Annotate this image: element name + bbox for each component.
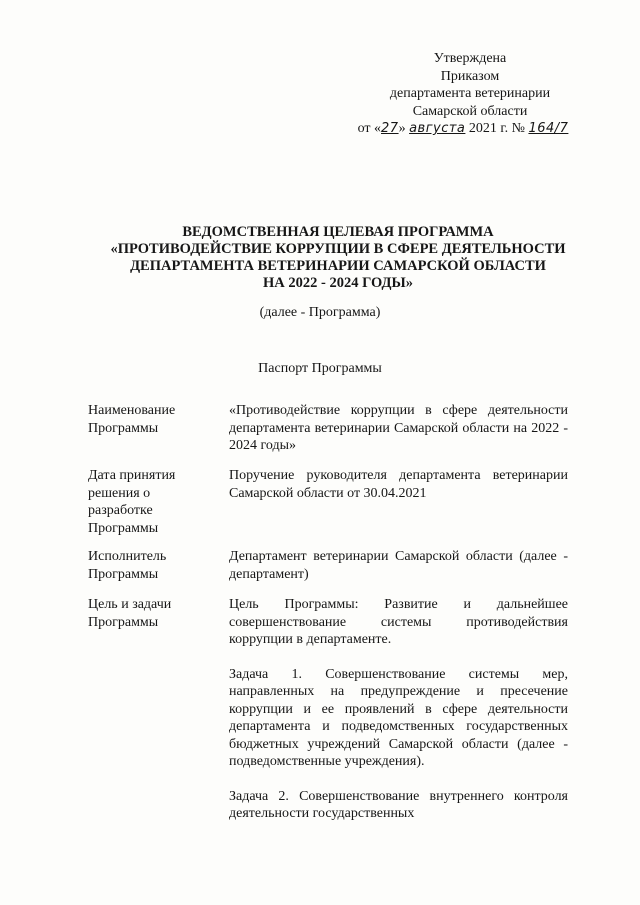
approval-block bbox=[340, 50, 600, 138]
task-1-text: Задача 1. Совершенствование системы мер, направленных на предупреждение и пресечение коррупции и ее проявлений в сфере деятельности департамента и подведомственных государственных бюджетных учреждений Самарской области (далее - подведомственные учреждения). bbox=[229, 666, 568, 769]
title-line-2: «ПРОТИВОДЕЙСТВИЕ КОРРУПЦИИ В СФЕРЕ ДЕЯТЕЛЬНОСТИ bbox=[110, 241, 566, 257]
approval-line-2: Приказом bbox=[440, 68, 500, 84]
executor-value: Департамент ветеринарии Самарской области (далее - департамент) bbox=[229, 549, 568, 582]
goal-text: Цель Программы: Развитие и дальнейшее совершенствование системы противодействия коррупции в департаменте. bbox=[229, 597, 568, 647]
program-title bbox=[88, 224, 588, 292]
handwritten-month: августа bbox=[409, 121, 466, 136]
goals-value bbox=[229, 596, 568, 823]
decision-value: Поручение руководителя департамента ветеринарии Самарской области от 30.04.2021 bbox=[229, 468, 568, 501]
approval-line-1: Утверждена bbox=[433, 51, 507, 66]
handwritten-number: 164/7 bbox=[528, 121, 569, 136]
date-year: 2021 г. № bbox=[465, 121, 529, 136]
goals-label: Цель и задачи Программы bbox=[88, 597, 172, 630]
title-line-3: ДЕПАРТАМЕНТА ВЕТЕРИНАРИИ САМАРСКОЙ ОБЛАСТИ bbox=[130, 258, 546, 274]
date-mid: » bbox=[398, 121, 410, 136]
decision-label: Дата принятия решения о разработке Программы bbox=[88, 468, 176, 536]
passport-heading: Паспорт Программы bbox=[258, 361, 382, 376]
handwritten-day: 27 bbox=[381, 121, 399, 136]
approval-date-line bbox=[326, 120, 600, 138]
name-value: «Противодействие коррупции в сфере деятельности департамента ветеринарии Самарской области на 2022 - 2024 годы» bbox=[229, 403, 568, 453]
date-prefix: от « bbox=[357, 121, 382, 136]
approval-line-3: департамента ветеринарии bbox=[389, 86, 551, 101]
name-label: Наименование Программы bbox=[88, 403, 176, 436]
title-line-1: ВЕДОМСТВЕННАЯ ЦЕЛЕВАЯ ПРОГРАММА bbox=[182, 224, 494, 240]
executor-label: Исполнитель Программы bbox=[88, 549, 167, 582]
title-line-4: НА 2022 - 2024 ГОДЫ» bbox=[263, 275, 413, 291]
program-subtitle: (далее - Программа) bbox=[259, 305, 381, 320]
task-2-text: Задача 2. Совершенствование внутреннего контроля деятельности государственных bbox=[229, 788, 568, 821]
approval-line-4: Самарской области bbox=[412, 103, 528, 119]
